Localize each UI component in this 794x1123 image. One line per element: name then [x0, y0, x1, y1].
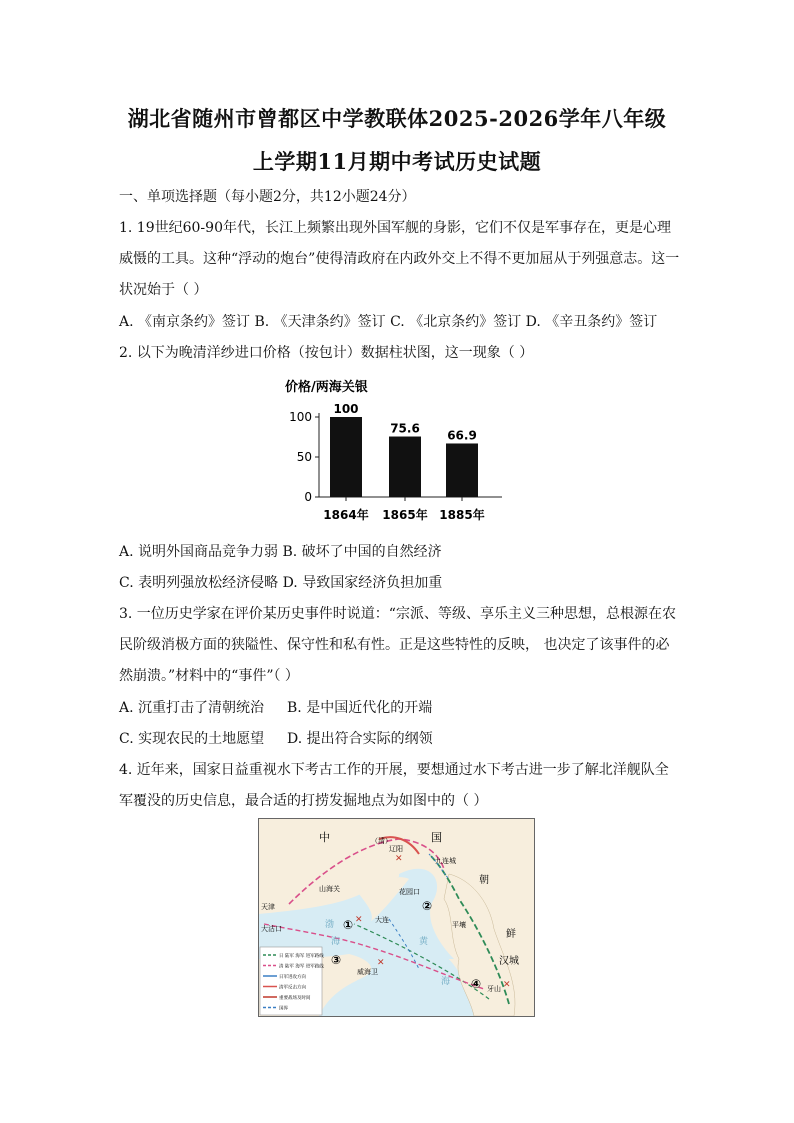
- chart-y-axis-label: 价格/两海关银: [285, 380, 368, 395]
- y-tick-label: 0: [304, 490, 312, 504]
- legend-label: 清 陆军 海军 进军路线: [279, 964, 324, 970]
- q1-line-3: 状况始于（ ）: [119, 282, 208, 298]
- q3-option-d: D. 提出符合实际的纲领: [287, 731, 433, 747]
- map-label-yashan: 牙山: [487, 985, 501, 993]
- q3-option-c: C. 实现农民的土地愿望: [119, 731, 265, 747]
- q3-option-b: B. 是中国近代化的开端: [287, 700, 433, 716]
- q1-options: A. 《南京条约》签订 B. 《天津条约》签订 C. 《北京条约》签订 D. 《辛丑条约》签订: [119, 314, 658, 330]
- map-label-hai-bohai: 海: [331, 937, 341, 947]
- map-label-dalian: 大连: [375, 916, 389, 924]
- y-tick-label: 50: [296, 450, 312, 464]
- map-label-liaoyang: 辽阳: [389, 845, 403, 853]
- price-bar-chart: [282, 372, 502, 527]
- title-line-1: 湖北省随州市曾都区中学教联体2025-2026学年八年级: [127, 106, 667, 131]
- map-label-qing: （清）: [371, 837, 392, 845]
- map-label-huang: 黄: [419, 937, 429, 947]
- x-category-label: 1885年: [439, 508, 485, 522]
- q4-line-2: 军覆没的历史信息，最合适的打捞发掘地点为如图中的（ ）: [119, 793, 488, 809]
- x-category-label: 1864年: [323, 508, 369, 522]
- q2-line-1: 2. 以下为晚清洋纱进口价格（按包计）数据柱状图，这一现象（ ）: [119, 345, 534, 361]
- chart-bar: [389, 437, 421, 497]
- map-label-pingrang: 平壤: [452, 921, 466, 929]
- marker-2: ②: [422, 899, 433, 913]
- battle-mark-icon: ✕: [355, 915, 363, 925]
- map-label-bo: 渤: [325, 920, 335, 930]
- map-drawing: [259, 819, 534, 1016]
- map-label-guo: 国: [431, 831, 442, 844]
- battle-mark-icon: ✕: [377, 958, 385, 968]
- q2-option-c-d: C. 表明列强放松经济侵略 D. 导致国家经济负担加重: [119, 575, 443, 591]
- map-label-jiulian: 九连城: [435, 857, 456, 865]
- y-tick-label: 100: [289, 410, 312, 424]
- q1-line-2: 威慑的工具。这种“浮动的炮台”使得清政府在内政外交上不得不更加屈从于列强意志。这一: [119, 251, 680, 267]
- map-label-xian: 鲜: [506, 929, 516, 940]
- map-label-dagukou: 大沽口: [261, 925, 282, 933]
- marker-3: ③: [331, 953, 342, 967]
- legend-label: 日 陆军 海军 进军路线: [279, 954, 324, 959]
- q2-option-a-b: A. 说明外国商品竞争力弱 B. 破坏了中国的自然经济: [119, 544, 442, 560]
- legend-label: 国界: [279, 1006, 288, 1012]
- q3-line-2: 民阶级消极方面的狭隘性、保守性和私有性。正是这些特性的反映， 也决定了该事件的必: [119, 637, 670, 653]
- map-label-zhong: 中: [319, 831, 330, 844]
- map-label-shanhaiguan: 山海关: [319, 885, 340, 893]
- marker-4: ④: [471, 977, 482, 991]
- chart-bar: [330, 417, 362, 497]
- map-label-huayuankou: 花园口: [399, 888, 420, 896]
- map-label-tianjin: 天津: [261, 903, 275, 911]
- legend-label: 清军反击方向: [279, 985, 306, 991]
- bar-value-label: 75.6: [390, 421, 420, 436]
- section-heading: 一、单项选择题（每小题2分，共12小题24分）: [119, 189, 416, 205]
- battle-mark-icon: ✕: [395, 854, 403, 864]
- title-line-2: 上学期11月期中考试历史试题: [252, 149, 542, 174]
- q3-option-a: A. 沉重打击了清朝统治: [119, 700, 265, 716]
- chart-bar: [446, 443, 478, 497]
- marker-1: ①: [343, 918, 354, 932]
- x-category-label: 1865年: [382, 508, 428, 522]
- legend-label: 日军进攻方向: [279, 975, 306, 980]
- q3-line-1: 3. 一位历史学家在评价某历史事件时说道：“宗派、等级、享乐主义三种思想，总根源在农: [119, 606, 676, 622]
- legend-label: 重要战场及时间: [279, 996, 311, 1001]
- battle-mark-icon: ✕: [503, 980, 511, 990]
- bar-value-label: 66.9: [447, 428, 477, 443]
- map-label-hai-huanghai: 海: [441, 977, 451, 987]
- map-label-chao: 朝: [479, 875, 489, 886]
- sino-japanese-war-map: [258, 818, 535, 1017]
- q1-line-1: 1. 19世纪60-90年代，长江上频繁出现外国军舰的身影，它们不仅是军事存在，更是心理: [119, 220, 671, 236]
- bar-value-label: 100: [333, 402, 359, 416]
- map-label-weihaiwei: 威海卫: [357, 968, 378, 976]
- q4-line-1: 4. 近年来，国家日益重视水下考古工作的开展，要想通过水下考古进一步了解北洋舰队全: [119, 762, 669, 778]
- map-label-hancheng: 汉城: [499, 956, 519, 967]
- q3-line-3: 然崩溃。”材料中的“事件”（ ）: [119, 668, 299, 684]
